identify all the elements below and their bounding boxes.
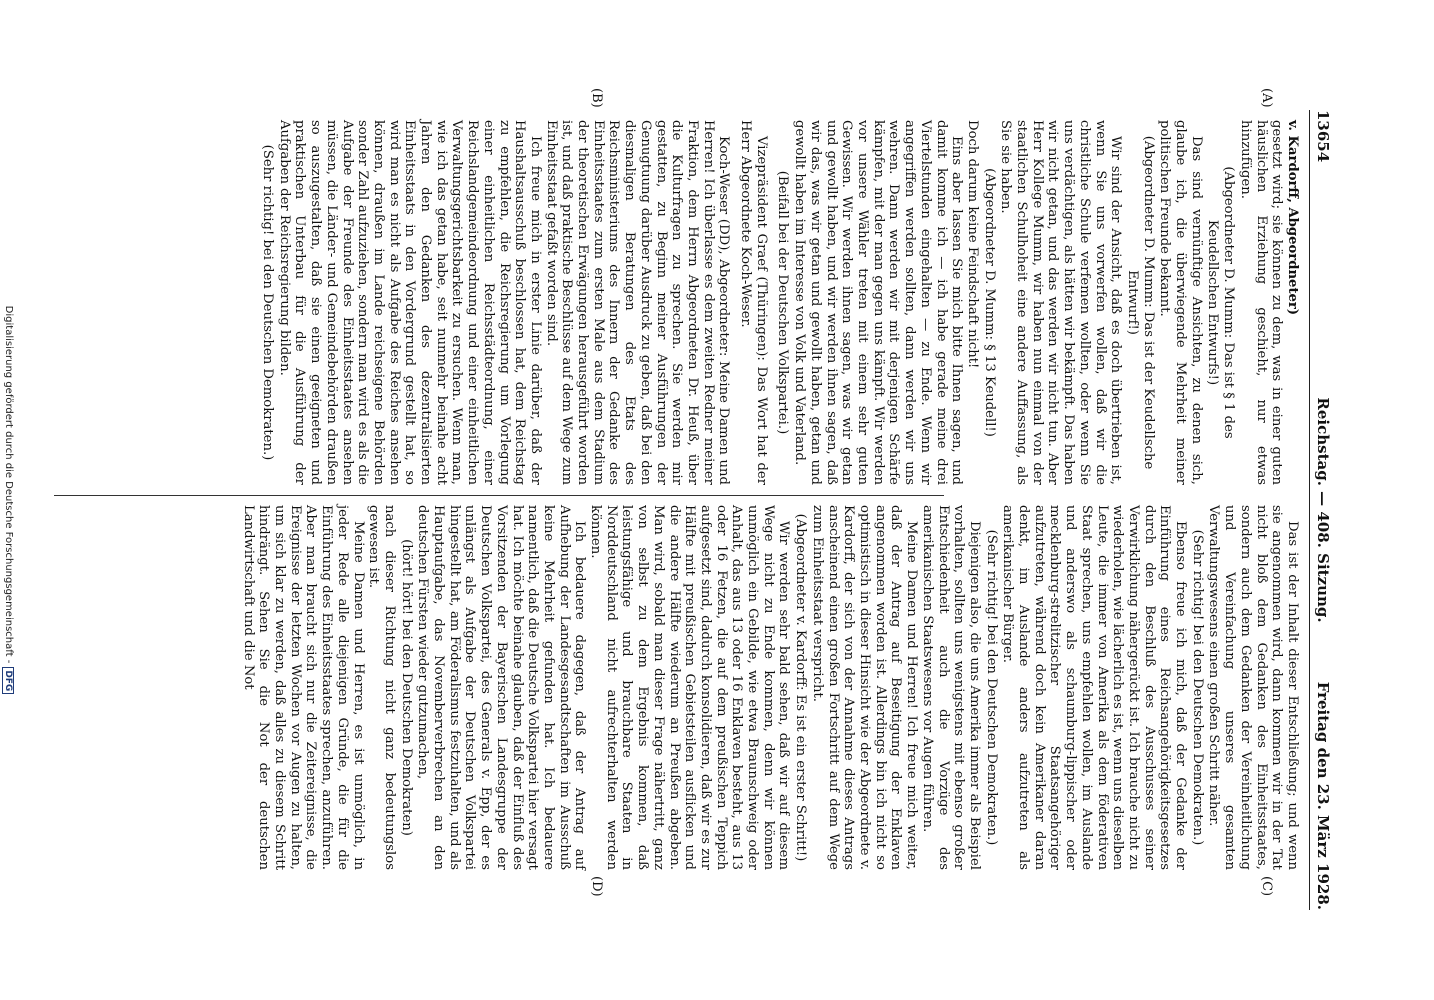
paragraph: gesetzt wird; sie können zu dem, was in einer guten häuslichen Erziehung geschieht, nur etwas hinzufügen. [1237,120,1285,485]
interjection: (hört! hört! bei den Deutschen Demokraten) [398,539,414,836]
paragraph: Das ist der Inhalt dieser Entschließung; und wenn sie angenommen wird, dann kommen wir in der Tat nicht bloß dem Gedanken des Einheitsstaates, sondern auch dem Gedanken der Vereinheitlichung und Vereinfachung unseres gesamten Verwaltungswesens einen großen Schritt näher. [1206,505,1300,870]
dfg-logo: DFG [2,667,14,694]
page-number: 13654 [1314,110,1332,163]
margin-mark-c: (C) [1259,876,1274,897]
speaker-announcement: Vizepräsident Graef (Thüringen): Das Wort hat der Herr Abgeordnete Koch-Weser. [738,120,769,485]
paragraph: Doch darum keine Feindschaft nicht! [964,120,980,369]
interjection: (Sehr richtig! bei den Deutschen Demokraten.) [260,144,275,461]
page-header [1309,110,1334,910]
interjection: (Abgeordneter v. Kardorff: Es ist ein erster Schritt!) [793,513,809,862]
footer-text: Digitalisierung gefördert durch die Deutsche Forschungsgemeinschaft - [3,305,14,664]
paragraph: Meine Damen und Herren, es ist unmöglich, in jeder Rede alle diejenigen Gründe, die für die Einführung des Einheitsstaates sprechen, anzuführen. Aber man braucht sich nur die Zeitereignisse, die Ereignisse der letzten Wochen vor Augen zu halten, um sich klar zu werden, daß alles zu diesem Schritt hindrängt. Sehen Sie die Not der deutschen Landwirtschaft und die Not [240,505,366,870]
paragraph: Ich bedauere dagegen, daß der Antrag auf Aufhebung der Landesgesandtschaften im Ausschuß keine Mehrheit gefunden hat. Ich bedauere namentlich, daß die Deutsche Volkspartei hier versagt hat. Ich möchte beinahe glauben, daß der Einfluß des Vorsitzenden der Bayerischen Landesgruppe der Deutschen Volkspartei, des Generals v. Epp, der es unlängst als Aufgabe der Deutschen Volkspartei hingestellt hat, am Föderalismus festzuhalten, und als Hauptaufgabe, das Novemberverbrechen an den deutschen Fürsten wieder gutzumachen, [415,505,588,870]
applause: (Beifall bei der Deutschen Volkspartei.) [775,170,791,435]
paragraph: Eins aber lassen Sie mich bitte Ihnen sagen, und damit komme ich — ich habe gerade meine drei Viertelstunden eingehalten — zu Ende. Wenn wir angegriffen werden sollten, dann werden wir uns wehren. Dann werden wir mit derjenigen Schärfe kämpfen, mit der man gegen uns kämpft. Wir werden vor unsere Wähler treten mit einem sehr guten Gewissen. Wir werden ihnen sagen, was wir getan und gewollt haben, und wir werden ihnen sagen, daß wir das, was wir getan und gewollt haben, getan und gewollt haben im Interesse von Volk und Vaterland. [792,120,965,485]
paragraph: Ich freue mich in erster Linie darüber, daß der Haushaltsausschuß beschlossen hat, dem Reichstag zu empfehlen, die Reichsregierung um Vorlegung einer einheitlichen Reichsstädteordnung, einer Reichslandgemeindeordnung und einer einheitlichen Verwaltungsgerichtsbarkeit zu ersuchen. Wenn man, wie ich das getan habe, seit nunmehr beinahe acht Jahren den Gedanken des dezentralisierten Einheitsstaats in den Vordergrund gestellt hat, so wird man es nicht als Aufgabe des Reiches ansehen können, draußen im Lande reichseigene Behörden sonder Zahl aufzuziehen, sondern man wird es als die Aufgabe der Freunde des Einheitsstaates ansehen müssen, die Länder- und Gemeindebehörden draußen so auszugestalten, daß sie einen geeigneten und praktischen Unterbau für die Ausführung der Aufgaben der Reichsregierung bilden. [276,120,543,485]
paragraph: Das sind vernünftige Ansichten, zu denen sich, glaube ich, die überwiegende Mehrheit meiner politischen Freunde bekannt. [1157,120,1204,485]
header-title: Reichstag. — 408. Sitzung. [1314,397,1332,623]
paragraph: v. Kardorff, Abgeordneter) [1285,120,1300,316]
interjection: (Abgeordneter D. Mumm: Das ist § 1 des Keudellschen Entwurfs!) [1205,166,1237,439]
margin-mark-a: (A) [1259,88,1274,108]
interjection: (Abgeordneter D. Mumm: Das ist der Keudellsche Entwurf!) [1124,135,1156,470]
right-column [240,505,1300,870]
left-column [258,120,1300,485]
paragraph: Diejenigen also, die uns Amerika immer als Beispiel vorhalten, sollten uns wenigstens mit ebenso großer Entschiedenheit auch die Vorzüge des amerikanischen Staatswesens vor Augen führen. [919,505,982,870]
paragraph: Meine Damen und Herren! Ich freue mich weiter, daß der Antrag auf Beseitigung der Enklaven angenommen worden ist. Allerdings bin ich nicht so optimistisch in dieser Hinsicht wie der Abgeordnete v. Kardorff, der sich von der Annahme dieses Antrags anscheinend einen großen Fortschritt auf dem Wege zum Einheitsstaat verspricht. [809,505,920,870]
paragraph: Wir sind der Ansicht, daß es doch übertrieben ist, wenn Sie uns vorwerfen wollen, daß wir die christliche Schule verfemen wollten, oder wenn Sie uns verdächtigen, als hätten wir bekämpft. Das haben wir nicht getan, und das werden wir nicht tun. Aber Herr Kollege Mumm, wir haben nun einmal von der staatlichen Schulhoheit eine andere Auffassung, als Sie sie haben. [998,120,1124,485]
header-date: Freitag den 23. März 1928. [1314,681,1332,910]
paragraph: Wir werden sehr bald sehen, daß wir auf diesem Wege nicht zu Ende kommen, denn wir können unmöglich ein Gebilde, wie etwa Braunschweig oder Anhalt, das aus 13 oder 16 Enklaven besteht, aus 13 oder 16 Fetzen, die auf dem preußischen Teppich aufgesetzt sind, dadurch konsolidieren, daß wir es zur Hälfte mit preußischen Gebietsteilen ausflicken und die andere Hälfte wiederum an Preußen abgeben. Man wird, sobald man dieser Frage nähertritt, ganz von selbst zu dem Ergebnis kommen, daß leistungsfähige und brauchbare Staaten in Norddeutschland nicht aufrechterhalten werden können. [588,505,792,870]
paragraph: Ebenso freue ich mich, daß der Gedanke der Einführung eines Reichsangehörigkeitsgesetzes durch den Beschluß des Ausschusses seiner Verwirklichung nähergerückt ist. Ich brauche nicht zu wiederholen, wie lächerlich es ist, wenn uns dieselben Leute, die immer von Amerika als dem föderativen Staat sprechen, uns empfehlen wollen, im Auslande und anderswo als schaumburg-lippischer oder mecklenburg-strelitzischer Staatsangehöriger aufzutreten, während doch kein Amerikaner daran denkt, im Auslande anders aufzutreten als amerikanischer Bürger. [1000,505,1189,870]
interjection: (Sehr richtig! bei den Deutschen Demokraten.) [1189,529,1205,846]
speech-opening: Koch-Weser (DD), Abgeordneter: Meine Damen und Herren! Ich überlasse es dem zweiten Redner meiner Fraktion, dem Herrn Abgeordneten Dr. Heuß, über die Kulturfragen zu sprechen. Sie werden mir gestatten, zu Beginn meiner Ausführungen der Genugtuung darüber Ausdruck zu geben, daß bei den diesmaligen Beratungen des Etats des Reichsministeriums des Innern der Gedanke des Einheitsstaates zum ersten Male aus dem Stadium der theoretischen Erwägungen herausgeführt worden ist, und daß praktische Beschlüsse auf dem Wege zum Einheitsstaat gefaßt worden sind. [543,120,732,485]
margin-mark-b: (B) [589,88,604,108]
digitization-footer [2,0,14,1000]
column-divider [54,495,944,496]
interjection: (Abgeordneter D. Mumm: § 13 Keudell!) [981,168,997,437]
interjection: (Sehr richtig! bei den Deutschen Demokraten.) [983,529,999,846]
paragraph: nach dieser Richtung nicht ganz bedeutungslos gewesen ist. [366,505,397,870]
margin-mark-d: (D) [589,876,604,897]
